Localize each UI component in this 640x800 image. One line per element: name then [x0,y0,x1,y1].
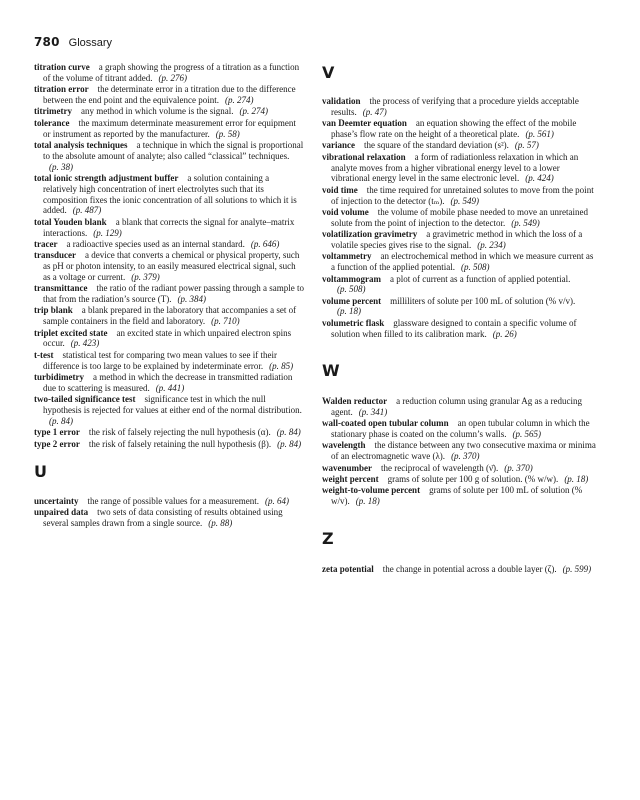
entry-list-z [322,564,598,575]
glossary-entry [322,251,598,273]
page-header [34,35,112,49]
glossary-entry [322,96,598,118]
glossary-definition: statistical test for comparing two mean values to see if their difference is too large to be explained by indeterminate error. [43,349,277,371]
page-reference: (p. 370) [504,462,533,473]
entry-list-w [322,396,598,507]
page-reference: (p. 85) [269,360,294,371]
glossary-entry [34,427,304,438]
glossary-definition: an equation showing the effect of the mobile phase’s flow rate on the height of a theoretical plate. [331,118,577,139]
glossary-definition: the risk of falsely retaining the null hypothesis (β). [88,438,272,449]
entry-list-v [322,96,598,339]
glossary-definition: a method in which the decrease in transmitted radiation due to scattering is measured. [43,372,293,393]
glossary-definition: a form of radiationless relaxation in which an analyte moves from a higher vibrational energy level to a lower vibrational energy level in the same electronic level. [331,151,579,184]
glossary-definition: glassware designed to contain a specific volume of solution when filled to its calibration mark. [331,317,577,339]
glossary-definition: a radioactive species used as an internal standard. [66,238,245,249]
glossary-definition: the square of the standard deviation (s²). [364,140,509,151]
glossary-definition: the range of possible values for a measurement. [87,495,259,506]
glossary-entry [322,274,598,296]
glossary-entry [322,564,598,575]
page-reference: (p. 84) [49,415,73,426]
glossary-entry [34,217,304,239]
glossary-entry [34,140,304,172]
glossary-entry [34,305,304,327]
glossary-definition: any method in which volume is the signal. [80,106,234,117]
glossary-definition: an open tubular column in which the stationary phase is coated on the column’s walls. [331,418,590,440]
glossary-entry [322,440,598,462]
glossary-term: zeta potential [322,563,374,574]
page-reference: (p. 47) [362,106,387,117]
glossary-entry [34,350,304,372]
glossary-term: weight-to-volume percent [322,485,421,496]
running-title: Glossary [68,37,113,49]
glossary-definition: two sets of data consisting of results obtained using several samples drawn from a single source. [43,507,283,529]
glossary-definition: a solution containing a relatively high concentration of inert electrolytes such that its composition fixes the ionic concentration of all solutions to which it is added. [43,172,297,216]
glossary-entry [322,474,598,485]
glossary-definition: a device that converts a chemical or physical property, such as pH or photon intensity, to an easily measured electrical signal, such as a voltage or current. [43,250,300,282]
glossary-entry [34,106,304,117]
glossary-definition: the maximum determinate measurement error for equipment or instrument as reported by the manufacturer. [43,117,296,139]
glossary-term: volume percent [322,295,382,306]
entry-list-u [34,496,304,529]
page-reference: (p. 549) [450,195,479,206]
glossary-definition: the determinate error in a titration due to the difference between the end point and the equivalence point. [43,84,296,105]
glossary-entry [34,84,304,106]
page-reference: (p. 18) [564,474,589,485]
glossary-definition: grams of solute per 100 mL of solution (% w/v). [331,485,583,507]
page-reference: (p. 508) [460,262,490,273]
glossary-term: total ionic strength adjustment buffer [34,172,179,183]
page-reference: (p. 599) [562,563,592,574]
glossary-definition: grams of solute per 100 g of solution. (% w/w). [387,474,559,485]
glossary-term: type 1 error [34,427,80,438]
section-heading-w: W [322,361,340,381]
glossary-definition: a reduction column using granular Ag as a reducing agent. [331,396,583,417]
glossary-entry [322,463,598,474]
glossary-term: total analysis techniques [34,139,128,150]
glossary-entry [34,173,304,216]
glossary-term: variance [322,140,355,151]
page-reference: (p. 129) [93,227,122,238]
page-reference: (p. 26) [492,328,517,339]
glossary-entry [34,239,304,250]
glossary-entry [322,229,598,251]
glossary-term: validation [322,96,361,106]
glossary-definition: the reciprocal of wavelength (ν̄). [381,462,499,473]
glossary-definition: a blank that corrects the signal for analyte–matrix interactions. [43,216,295,238]
page-reference: (p. 84) [277,438,302,449]
glossary-entry [34,496,304,507]
glossary-definition: an electrochemical method in which we measure current as a function of the applied potential. [331,251,594,273]
page-reference: (p. 57) [514,140,539,151]
section-heading-v: V [322,63,335,82]
glossary-entry [34,372,304,394]
glossary-entry [34,250,304,282]
glossary-term: titration error [34,84,89,95]
glossary-entry [322,418,598,440]
glossary-term: wavenumber [322,462,372,473]
page-reference: (p. 379) [131,271,160,282]
glossary-entry [322,318,598,340]
page-reference: (p. 276) [158,72,187,83]
glossary-entry [322,185,598,207]
page-reference: (p. 710) [211,316,240,327]
glossary-term: vibrational relaxation [322,151,406,162]
glossary-entry [322,118,598,140]
glossary-term: wavelength [322,440,366,451]
page-reference: (p. 441) [155,382,185,393]
glossary-term: transducer [34,250,76,261]
glossary-definition: the time required for unretained solutes to move from the point of injection to the detector (tₘ). [331,184,594,206]
page-reference: (p. 549) [511,217,540,228]
glossary-term: van Deemter equation [322,118,407,129]
glossary-definition: milliliters of solute per 100 mL of solution (% v/v). [390,295,576,306]
glossary-term: t-test [34,349,54,360]
glossary-term: wall-coated open tubular column [322,418,449,429]
glossary-definition: the distance between any two consecutive maxima or minima of an electromagnetic wave (λ). [331,440,596,462]
page-reference: (p. 487) [72,205,102,216]
glossary-entry [322,140,598,151]
page-reference: (p. 18) [355,496,380,507]
glossary-term: titrimetry [34,106,72,117]
left-column [34,62,304,530]
page-reference: (p. 234) [477,239,506,250]
glossary-entry [322,296,598,318]
page-reference: (p. 341) [358,406,388,417]
glossary-entry [322,152,598,184]
glossary-term: total Youden blank [34,216,107,227]
glossary-term: weight percent [322,474,379,485]
glossary-term: type 2 error [34,438,80,449]
section-heading-z: Z [322,528,334,548]
glossary-definition: a plot of current as a function of applied potential. [389,273,571,284]
glossary-entry [34,283,304,305]
page-reference: (p. 423) [70,338,100,349]
glossary-term: tolerance [34,117,70,128]
page-reference: (p. 38) [49,161,73,172]
glossary-term: volumetric flask [322,317,385,328]
glossary-entry [34,62,304,84]
entry-list-t [34,62,304,449]
glossary-term: triplet excited state [34,327,108,338]
page-reference: (p. 508) [337,284,366,295]
glossary-definition: the volume of mobile phase needed to move an unretained solute from the point of injection to the detector. [331,206,588,228]
glossary-term: void time [322,184,358,195]
glossary-definition: the change in potential across a double layer (ζ). [382,563,557,574]
page-reference: (p. 274) [224,94,254,105]
glossary-term: tracer [34,238,58,249]
glossary-definition: the process of verifying that a procedure yields acceptable results. [331,96,579,117]
page-reference: (p. 64) [264,495,289,506]
page-reference: (p. 88) [208,518,233,529]
glossary-term: Walden reductor [322,396,388,407]
page-reference: (p. 424) [525,173,554,184]
glossary-entry [322,396,598,418]
glossary-term: volatilization gravimetry [322,229,418,240]
right-column [322,62,598,575]
glossary-term: voltammetry [322,251,372,262]
glossary-definition: a blank prepared in the laboratory that accompanies a set of sample containers in the field and laboratory. [43,305,297,327]
glossary-term: uncertainty [34,495,79,506]
glossary-definition: a technique in which the signal is proportional to the absolute amount of analyte; also called “classical” techniques. [43,139,304,161]
glossary-definition: a graph showing the progress of a titration as a function of the volume of titrant added. [43,62,300,83]
glossary-definition: significance test in which the null hypothesis is rejected for values at either end of the normal distribution. [43,394,302,416]
glossary-entry [34,394,304,426]
page-reference: (p. 646) [250,238,280,249]
page-number: 780 [34,35,60,49]
glossary-entry [34,439,304,450]
glossary-definition: an excited state in which unpaired electron spins occur. [43,327,292,349]
section-heading-u: U [34,461,47,481]
glossary-term: trip blank [34,305,73,316]
glossary-term: unpaired data [34,507,89,518]
page-reference: (p. 370) [451,451,480,462]
glossary-entry [34,328,304,350]
glossary-term: two-tailed significance test [34,394,136,405]
glossary-term: turbidimetry [34,372,84,383]
glossary-definition: the risk of falsely rejecting the null hypothesis (α). [88,427,271,438]
glossary-entry [34,507,304,529]
page-reference: (p. 561) [525,128,554,139]
glossary-term: transmittance [34,283,88,294]
glossary-entry [322,485,598,507]
glossary-term: titration curve [34,62,90,72]
glossary-entry [322,207,598,229]
page-reference: (p. 565) [512,429,541,440]
page-reference: (p. 384) [177,294,206,305]
page-reference: (p. 84) [276,427,301,438]
glossary-term: void volume [322,206,369,217]
page-reference: (p. 18) [337,306,361,317]
glossary-definition: the ratio of the radiant power passing through a sample to that from the radiation’s source (T). [43,283,304,305]
glossary-term: voltammogram [322,273,381,284]
page-reference: (p. 274) [239,106,268,117]
page-reference: (p. 58) [215,128,240,139]
glossary-definition: a gravimetric method in which the loss of a volatile species gives rise to the signal. [331,229,583,250]
glossary-entry [34,118,304,140]
